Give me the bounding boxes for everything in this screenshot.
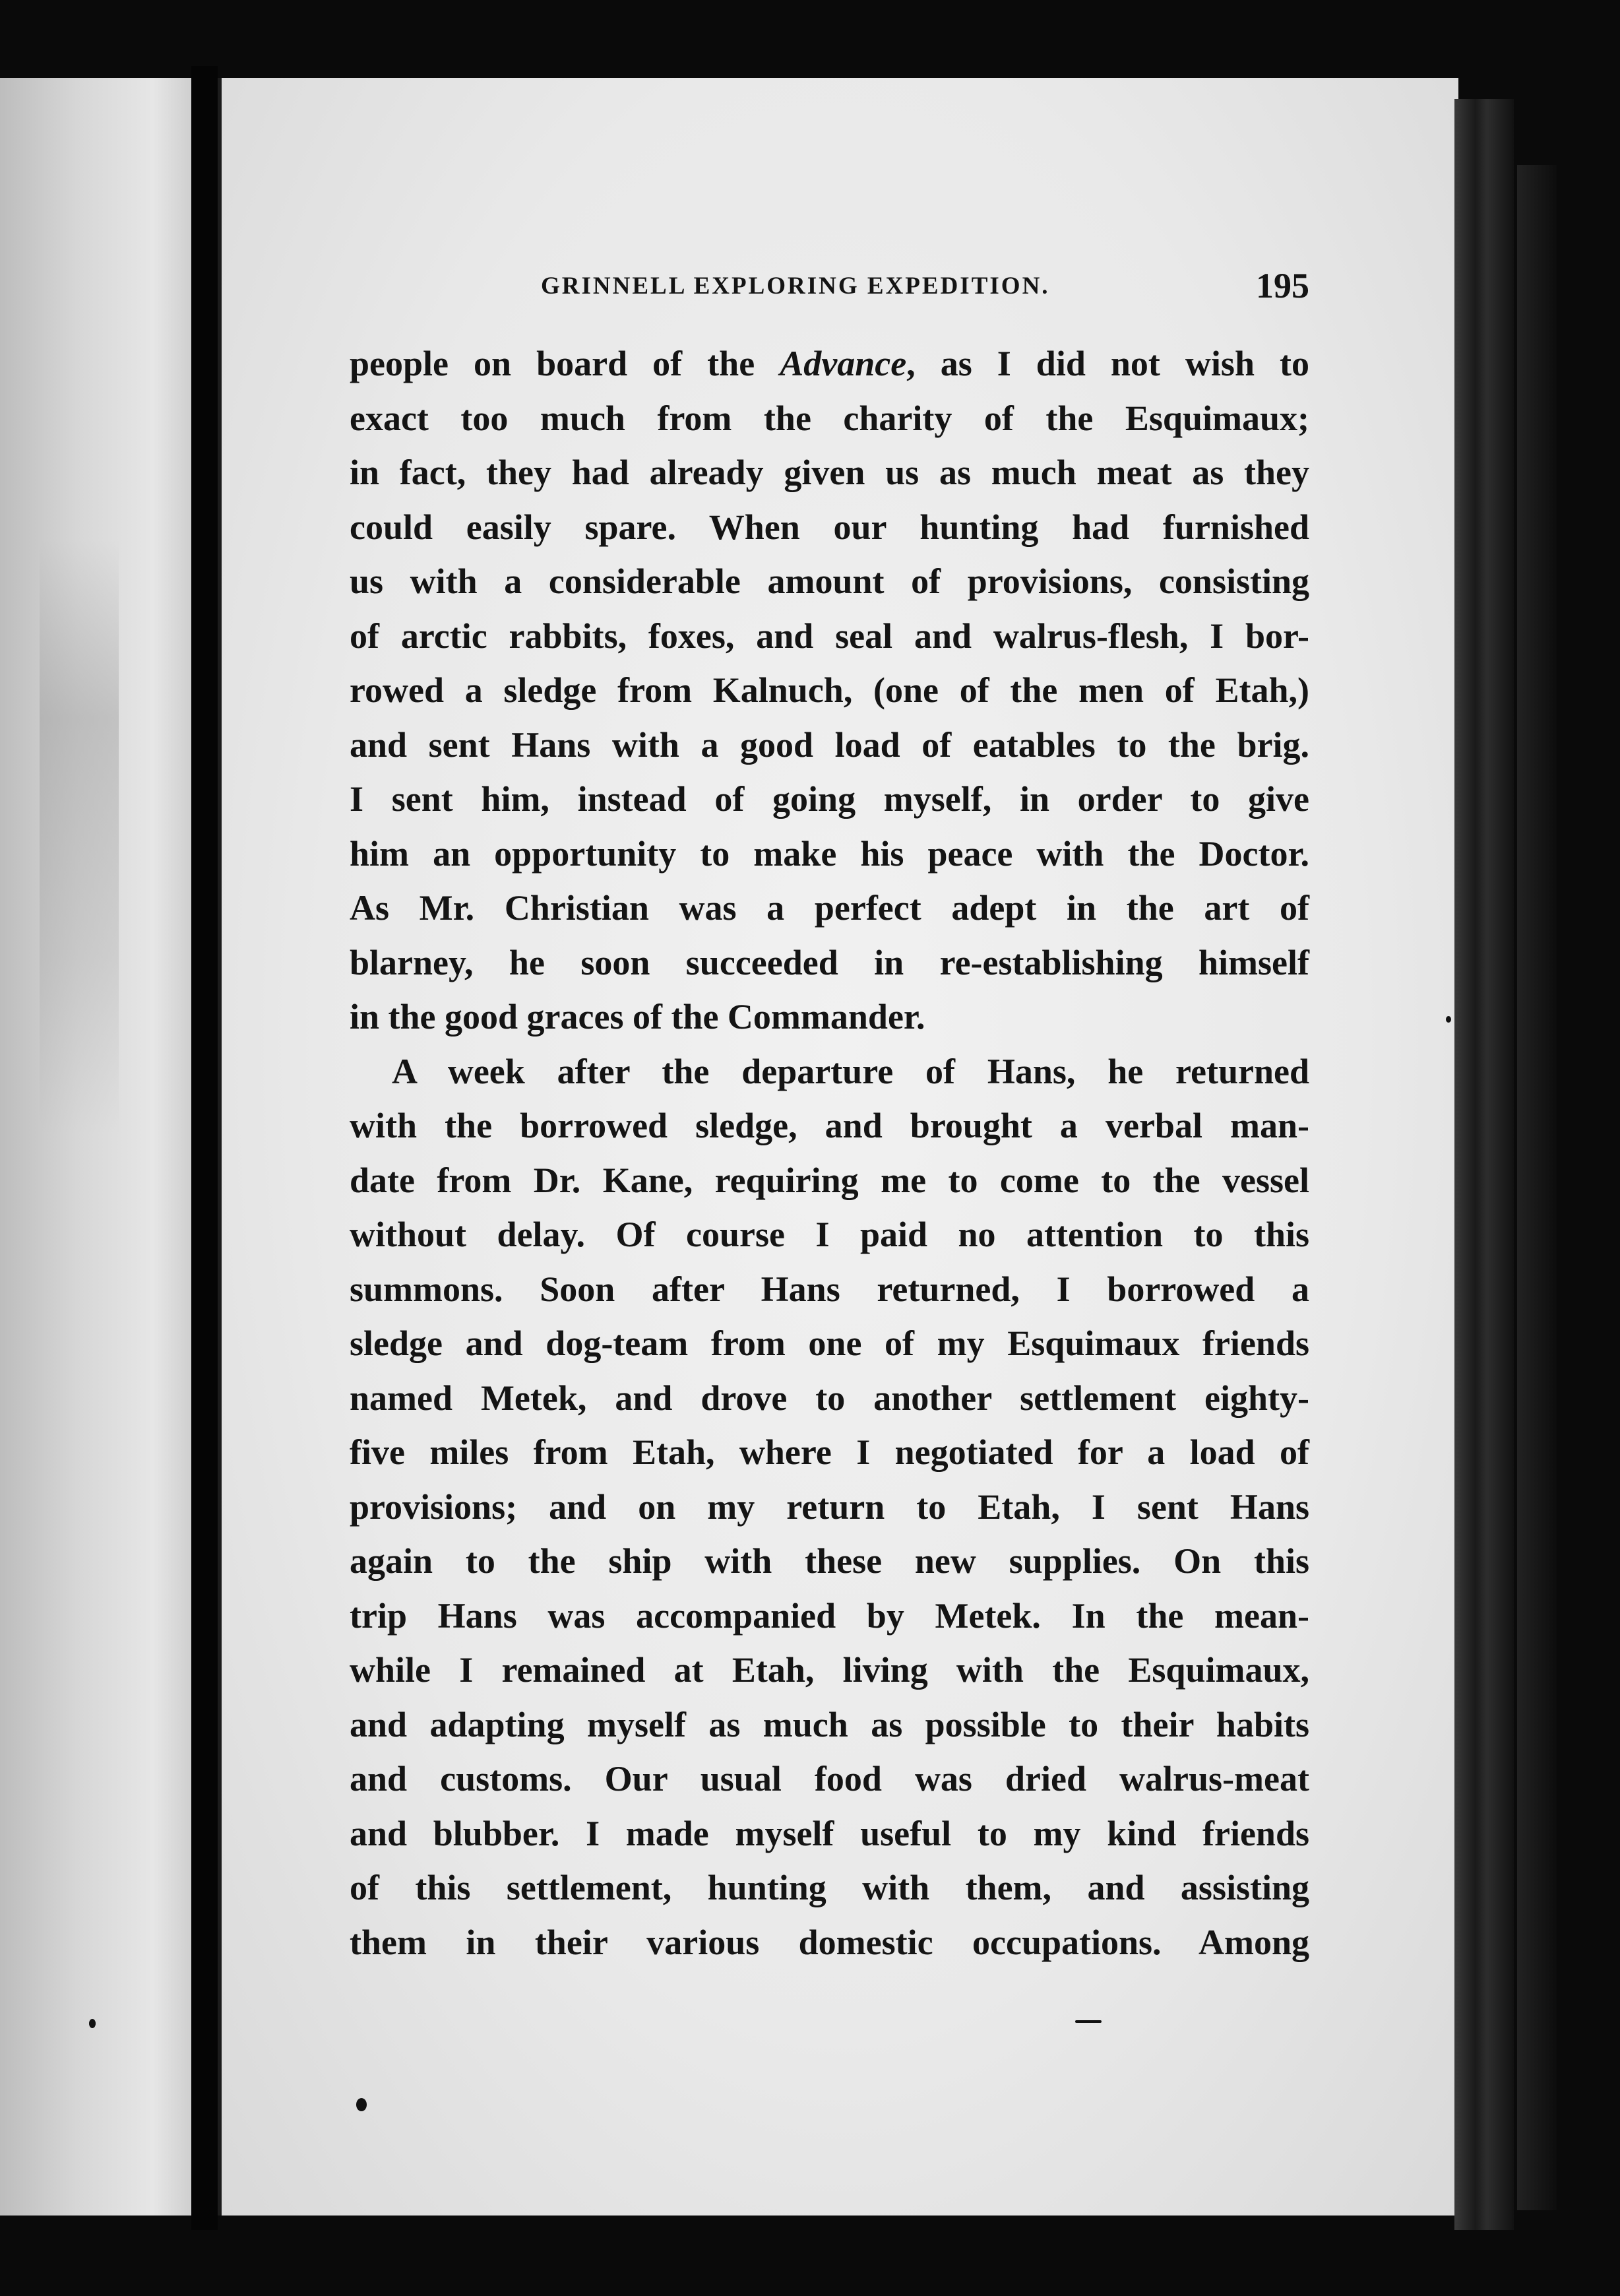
text-line: sledge and dog-team from one of my Esquimaux friends [350, 1323, 1309, 1363]
ink-speck [1075, 2020, 1102, 2023]
facing-page-edge [0, 78, 191, 2216]
body-text [350, 336, 1309, 1969]
paragraph [350, 336, 1309, 1044]
text-line: summons. Soon after Hans returned, I borrowed a [350, 1269, 1309, 1309]
page-number: 195 [1256, 266, 1309, 305]
text-line: again to the ship with these new supplies. On this [350, 1541, 1309, 1581]
text-line: while I remained at Etah, living with the Esquimaux, [350, 1650, 1309, 1690]
text-line: blarney, he soon succeeded in re-establishing himself [350, 942, 1309, 982]
paragraph [350, 1044, 1309, 1970]
book-gutter [191, 66, 218, 2230]
text-line: in the good graces of the Commander. [350, 997, 925, 1036]
cover-edge [1517, 165, 1557, 2210]
text-line: exact too much from the charity of the Esquimaux; [350, 398, 1309, 438]
text-line: five miles from Etah, where I negotiated for a load of [350, 1432, 1309, 1472]
page-header [541, 265, 1309, 311]
text-line: could easily spare. When our hunting had furnished [350, 507, 1309, 547]
bleed-through-marks [40, 540, 119, 1133]
text-line: us with a considerable amount of provisions, consisting [350, 561, 1309, 601]
text-line: and adapting myself as much as possible to their habits [350, 1704, 1309, 1744]
text-line: of arctic rabbits, foxes, and seal and walrus-flesh, I bor- [350, 616, 1309, 656]
text-line: them in their various domestic occupations. Among [350, 1922, 1309, 1962]
ink-speck [356, 2098, 367, 2111]
text-line: trip Hans was accompanied by Metek. In the mean- [350, 1595, 1309, 1636]
text-line: rowed a sledge from Kalnuch, (one of the men of Etah,) [350, 670, 1309, 710]
text-line: with the borrowed sledge, and brought a verbal man- [350, 1106, 1309, 1145]
text-line: of this settlement, hunting with them, and assisting [350, 1868, 1309, 1907]
running-head: GRINNELL EXPLORING EXPEDITION. [541, 272, 1050, 300]
text-line: date from Dr. Kane, requiring me to come to the vessel [350, 1160, 1309, 1200]
page-block-edge [1454, 99, 1514, 2230]
ink-speck [89, 2019, 96, 2028]
text-line: provisions; and on my return to Etah, I sent Hans [350, 1486, 1309, 1527]
text-line: named Metek, and drove to another settlement eighty- [350, 1378, 1309, 1418]
text-line: without delay. Of course I paid no attention to this [350, 1215, 1309, 1254]
text-line: and sent Hans with a good load of eatables to the brig. [350, 724, 1309, 765]
text-line: As Mr. Christian was a perfect adept in the art of [350, 888, 1309, 928]
text-line: and blubber. I made myself useful to my kind friends [350, 1813, 1309, 1853]
text-line: in fact, they had already given us as much meat as they [350, 453, 1309, 492]
ship-name: Advance [780, 344, 907, 383]
text-line: people on board of the Advance, as I did not wish to [350, 344, 1309, 383]
ink-speck [1446, 1016, 1451, 1023]
text-line: and customs. Our usual food was dried walrus-meat [350, 1759, 1309, 1799]
text-line: I sent him, instead of going myself, in order to give [350, 779, 1309, 819]
text-line: him an opportunity to make his peace with the Doctor. [350, 833, 1309, 874]
text-line: A week after the departure of Hans, he returned [392, 1051, 1309, 1091]
